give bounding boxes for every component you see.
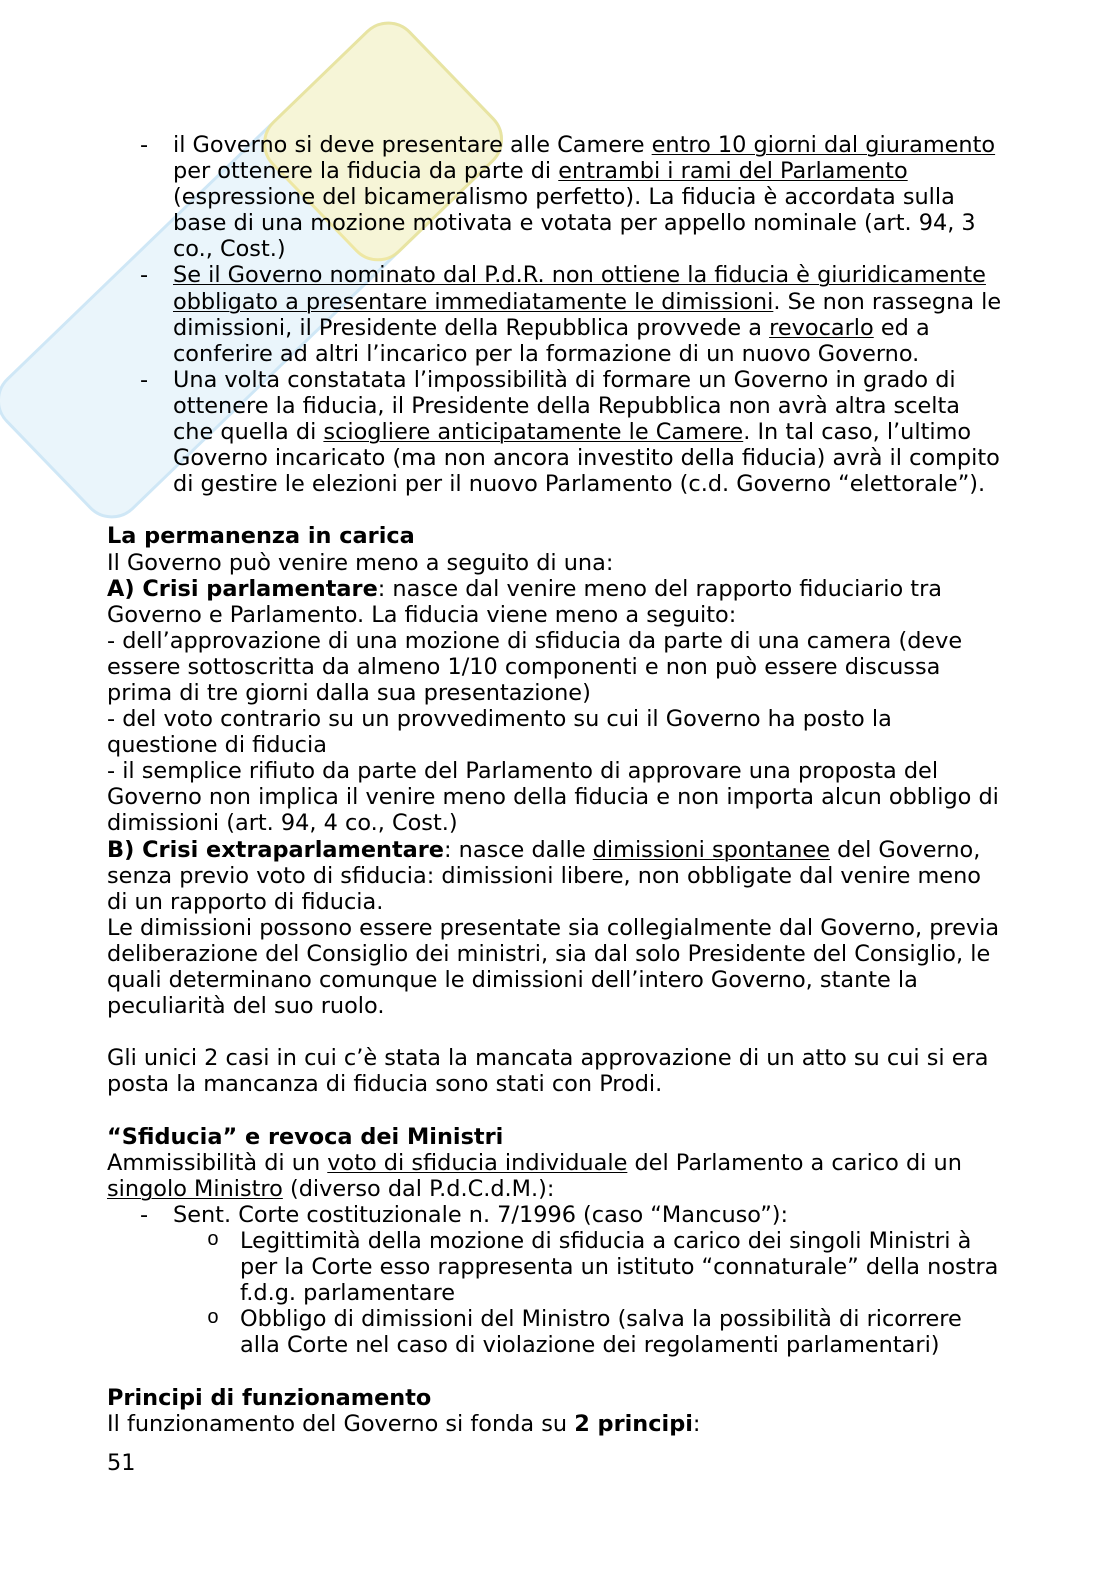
section-permanenza xyxy=(107,523,1105,1097)
text-segment: Una volta constatata l’impossibilità di formare un Governo in grado di ottenere la fiducia, il Presidente della Repubblica non avrà altra scelta che quella di xyxy=(173,366,961,446)
page-number: 51 xyxy=(107,1450,136,1476)
text-segment: del Parlamento a carico di un xyxy=(634,1149,962,1176)
blank-line xyxy=(107,1097,1105,1123)
government-formation-list xyxy=(107,132,1105,497)
list-item xyxy=(107,1202,1105,1228)
underlined-text: revocarlo xyxy=(769,314,874,341)
text-segment: il Governo si deve presentare alle Camere xyxy=(173,132,652,158)
paragraph xyxy=(107,1150,1105,1202)
blank-line xyxy=(107,497,1105,523)
text-segment: ed a conferire ad altri l’incarico per la formazione di un nuovo Governo. xyxy=(173,314,930,367)
text-segment: Obbligo di dimissioni del Ministro (salva la possibilità di ricorrere alla Corte nel caso di violazione dei regolamenti parlamentari) xyxy=(240,1306,962,1359)
text-segment: . In tal caso, l’ultimo Governo incaricato (ma non ancora investito della fiducia) avrà il compito di gestire le elezioni per il nuovo Parlamento (c.d. Governo “elettorale”). xyxy=(173,419,1000,498)
paragraph: Gli unici 2 casi in cui c’è stata la mancata approvazione di un atto su cui si era posta la mancanza di fiducia sono stati con Prodi. xyxy=(107,1045,989,1098)
text-segment: per ottenere la fiducia da parte di xyxy=(173,158,552,185)
section-sfiducia xyxy=(107,1124,1105,1359)
underlined-text: entrambi i rami del Parlamento xyxy=(558,158,908,185)
underlined-text: voto di sfiducia individuale xyxy=(327,1149,628,1176)
text-segment: : nasce dalle xyxy=(444,836,593,863)
dash-bullet: - xyxy=(140,262,149,289)
bold-text: B) Crisi extraparlamentare xyxy=(107,836,444,863)
dash-bullet: - xyxy=(140,132,149,158)
underlined-text: dimissioni spontanee xyxy=(592,836,830,863)
circle-bullet: o xyxy=(207,1307,220,1331)
blank-line xyxy=(107,1358,1105,1384)
paragraph: - del voto contrario su un provvedimento su cui il Governo ha posto la questione di fiducia xyxy=(107,706,892,759)
page-content xyxy=(107,132,1105,1437)
paragraph xyxy=(107,1411,1105,1437)
section-heading: La permanenza in carica xyxy=(107,523,415,550)
bold-text: A) Crisi parlamentare xyxy=(107,575,378,602)
dash-bullet: - xyxy=(140,366,149,393)
underlined-text: Se il Governo nominato dal P.d.R. non ottiene la fiducia è giuridicamente obbligato a presentare immediatamente le dimissioni xyxy=(173,262,986,315)
text-segment: Sent. Corte costituzionale n. 7/1996 (caso “Mancuso”): xyxy=(173,1201,789,1228)
underlined-text: entro 10 giorni dal giuramento xyxy=(651,132,996,158)
section-principi xyxy=(107,1385,1105,1437)
underlined-text: sciogliere anticipatamente le Camere xyxy=(323,419,744,446)
text-segment: . Se non rassegna le dimissioni, il Presidente della Repubblica provvede a xyxy=(173,288,1002,341)
paragraph: - dell’approvazione di una mozione di sfiducia da parte di una camera (deve essere sottoscritta da almeno 1/10 componenti e non può essere discussa prima di tre giorni dalla sua presentazione) xyxy=(107,627,963,706)
text-segment: Ammissibilità di un xyxy=(107,1149,328,1176)
text-segment: del Governo, senza previo voto di sfiducia: dimissioni libere, non obbligate dal venire meno di un rapporto di fiducia. xyxy=(107,836,981,915)
text-segment: (espressione del bicameralismo perfetto). La fiducia è accordata sulla base di una mozione motivata e votata per appello nominale (art. 94, 3 co., Cost.) xyxy=(173,184,976,263)
section-heading: “Sfiducia” e revoca dei Ministri xyxy=(107,1123,504,1150)
paragraph: Le dimissioni possono essere presentate sia collegialmente dal Governo, previa deliberazione del Consiglio dei ministri, sia dal solo Presidente del Consiglio, le quali determinano comunque le dimissioni dell’intero Governo, stante la peculiarità del suo ruolo. xyxy=(107,914,1000,1020)
list-item xyxy=(107,262,1105,366)
underlined-text: singolo Ministro xyxy=(107,1175,283,1202)
sub-list-item xyxy=(107,1228,1105,1306)
list-item xyxy=(107,367,1105,497)
bold-text: 2 principi xyxy=(574,1410,693,1437)
sub-list-item xyxy=(107,1306,1105,1358)
text-segment: Legittimità della mozione di sfiducia a carico dei singoli Ministri à per la Corte esso rappresenta un istituto “connaturale” della nostra f.d.g. parlamentare xyxy=(240,1227,999,1307)
text-segment: (diverso dal P.d.C.d.M.): xyxy=(282,1175,555,1202)
text-segment: : xyxy=(692,1410,701,1437)
paragraph-crisi-extraparlamentare xyxy=(107,837,1105,915)
circle-bullet: o xyxy=(207,1228,220,1252)
paragraph-crisi-parlamentare xyxy=(107,576,1105,628)
blank-line xyxy=(107,1019,1105,1045)
text-segment: : nasce dal venire meno del rapporto fiduciario tra Governo e Parlamento. La fiducia viene meno a seguito: xyxy=(107,575,943,628)
section-heading: Principi di funzionamento xyxy=(107,1384,432,1411)
paragraph: Il Governo può venire meno a seguito di una: xyxy=(107,549,614,576)
list-item xyxy=(107,132,1105,262)
text-segment: Il funzionamento del Governo si fonda su xyxy=(107,1410,575,1437)
paragraph: - il semplice rifiuto da parte del Parlamento di approvare una proposta del Governo non implica il venire meno della fiducia e non importa alcun obbligo di dimissioni (art. 94, 4 co., Cost.) xyxy=(107,758,999,837)
dash-bullet: - xyxy=(140,1201,149,1228)
